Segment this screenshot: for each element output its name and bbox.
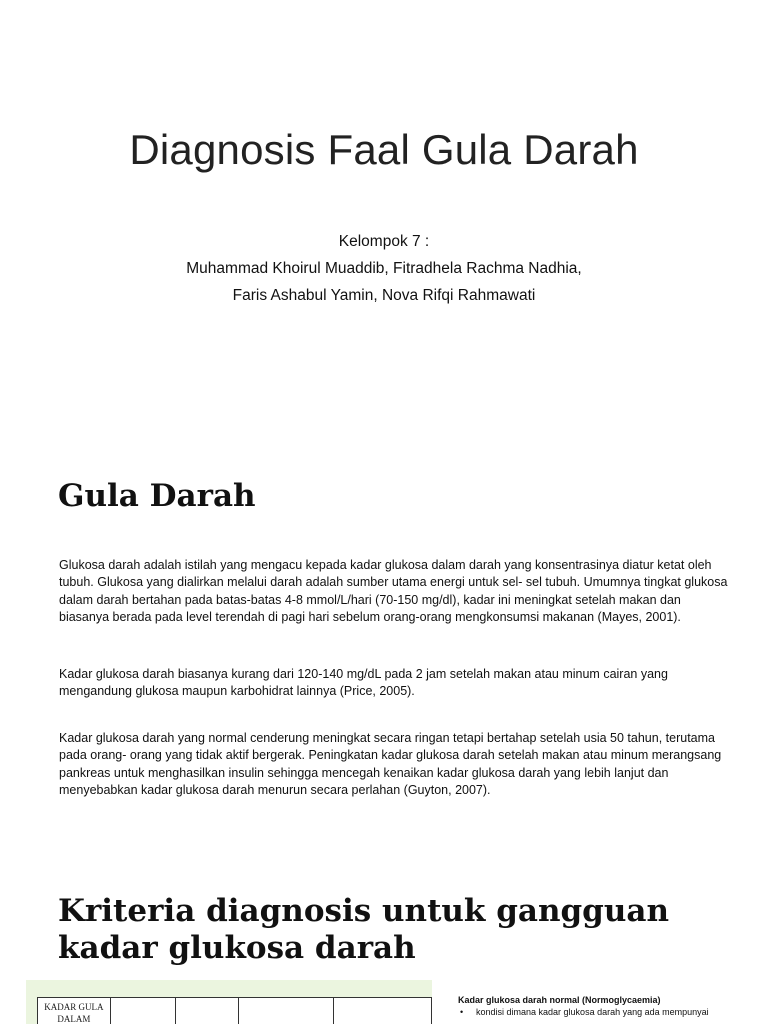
table-header-line-1: KADAR GULA [44,1002,104,1012]
members-line-2: Faris Ashabul Yamin, Nova Rifqi Rahmawati [232,287,536,304]
criteria-table-panel [26,980,432,1024]
slide-heading: Gula Darah [58,478,256,514]
members-line-1: Muhammad Khoirul Muaddib, Fitradhela Rachma Nadhia, [186,260,582,277]
table-header-line-2: DALAM [57,1014,91,1024]
table-cell [110,998,176,1024]
slide-heading [58,893,748,967]
paragraph-1: Glukosa darah adalah istilah yang mengacu kepada kadar glukosa dalam darah yang konsentrasinya diatur ketat oleh tubuh. Glukosa yang dialirkan melalui darah adalah sumber utama energi untuk sel- sel tubuh. Umumnya tingkat glukosa dalam darah bertahan pada batas-batas 4-8 mmol/L/hari (70-150 mg/dl), kadar ini meningkat setelah makan dan biasanya berada pada level terendah di pagi hari sebelum orang-orang mengkonsumsi makanan (Mayes, 2001). [59,558,728,625]
subtitle-block [0,228,768,309]
table-cell [239,998,333,1024]
gula-darah-slide [0,432,768,863]
list-item: • kondisi dimana kadar glukosa darah yang ada mempunyai [458,1007,709,1017]
table-header-cell [38,998,111,1024]
table-row [38,998,432,1024]
normoglycaemia-list [458,1007,709,1017]
table-cell [176,998,239,1024]
title-slide [0,0,768,432]
paragraph-3: Kadar glukosa darah yang normal cenderung meningkat secara ringan tetapi bertahap setelah usia 50 tahun, terutama pada orang- orang yang tidak aktif bergerak. Peningkatan kadar glukosa darah setelah makan atau minum merangsang pankreas untuk menghasilkan insulin sehingga mencegah kenaikan kadar glukosa darah yang lebih lanjut dan menyebabkan kadar glukosa darah menurun secara perlahan (Guyton, 2007). [59,731,722,798]
heading-line-2: kadar glukosa darah [58,930,416,966]
presentation-title: Diagnosis Faal Gula Darah [129,126,639,173]
criteria-table [37,997,432,1024]
heading-line-1: Kriteria diagnosis untuk gangguan [58,893,670,929]
table-cell [333,998,431,1024]
group-label: Kelompok 7 : [338,233,430,250]
normoglycaemia-title: Kadar glukosa darah normal (Normoglycaemia) [458,995,661,1005]
paragraph-2: Kadar glukosa darah biasanya kurang dari 120-140 mg/dL pada 2 jam setelah makan atau minum cairan yang mengandung glukosa maupun karbohidrat lainnya (Price, 2005). [59,667,668,699]
kriteria-slide [0,863,768,1024]
